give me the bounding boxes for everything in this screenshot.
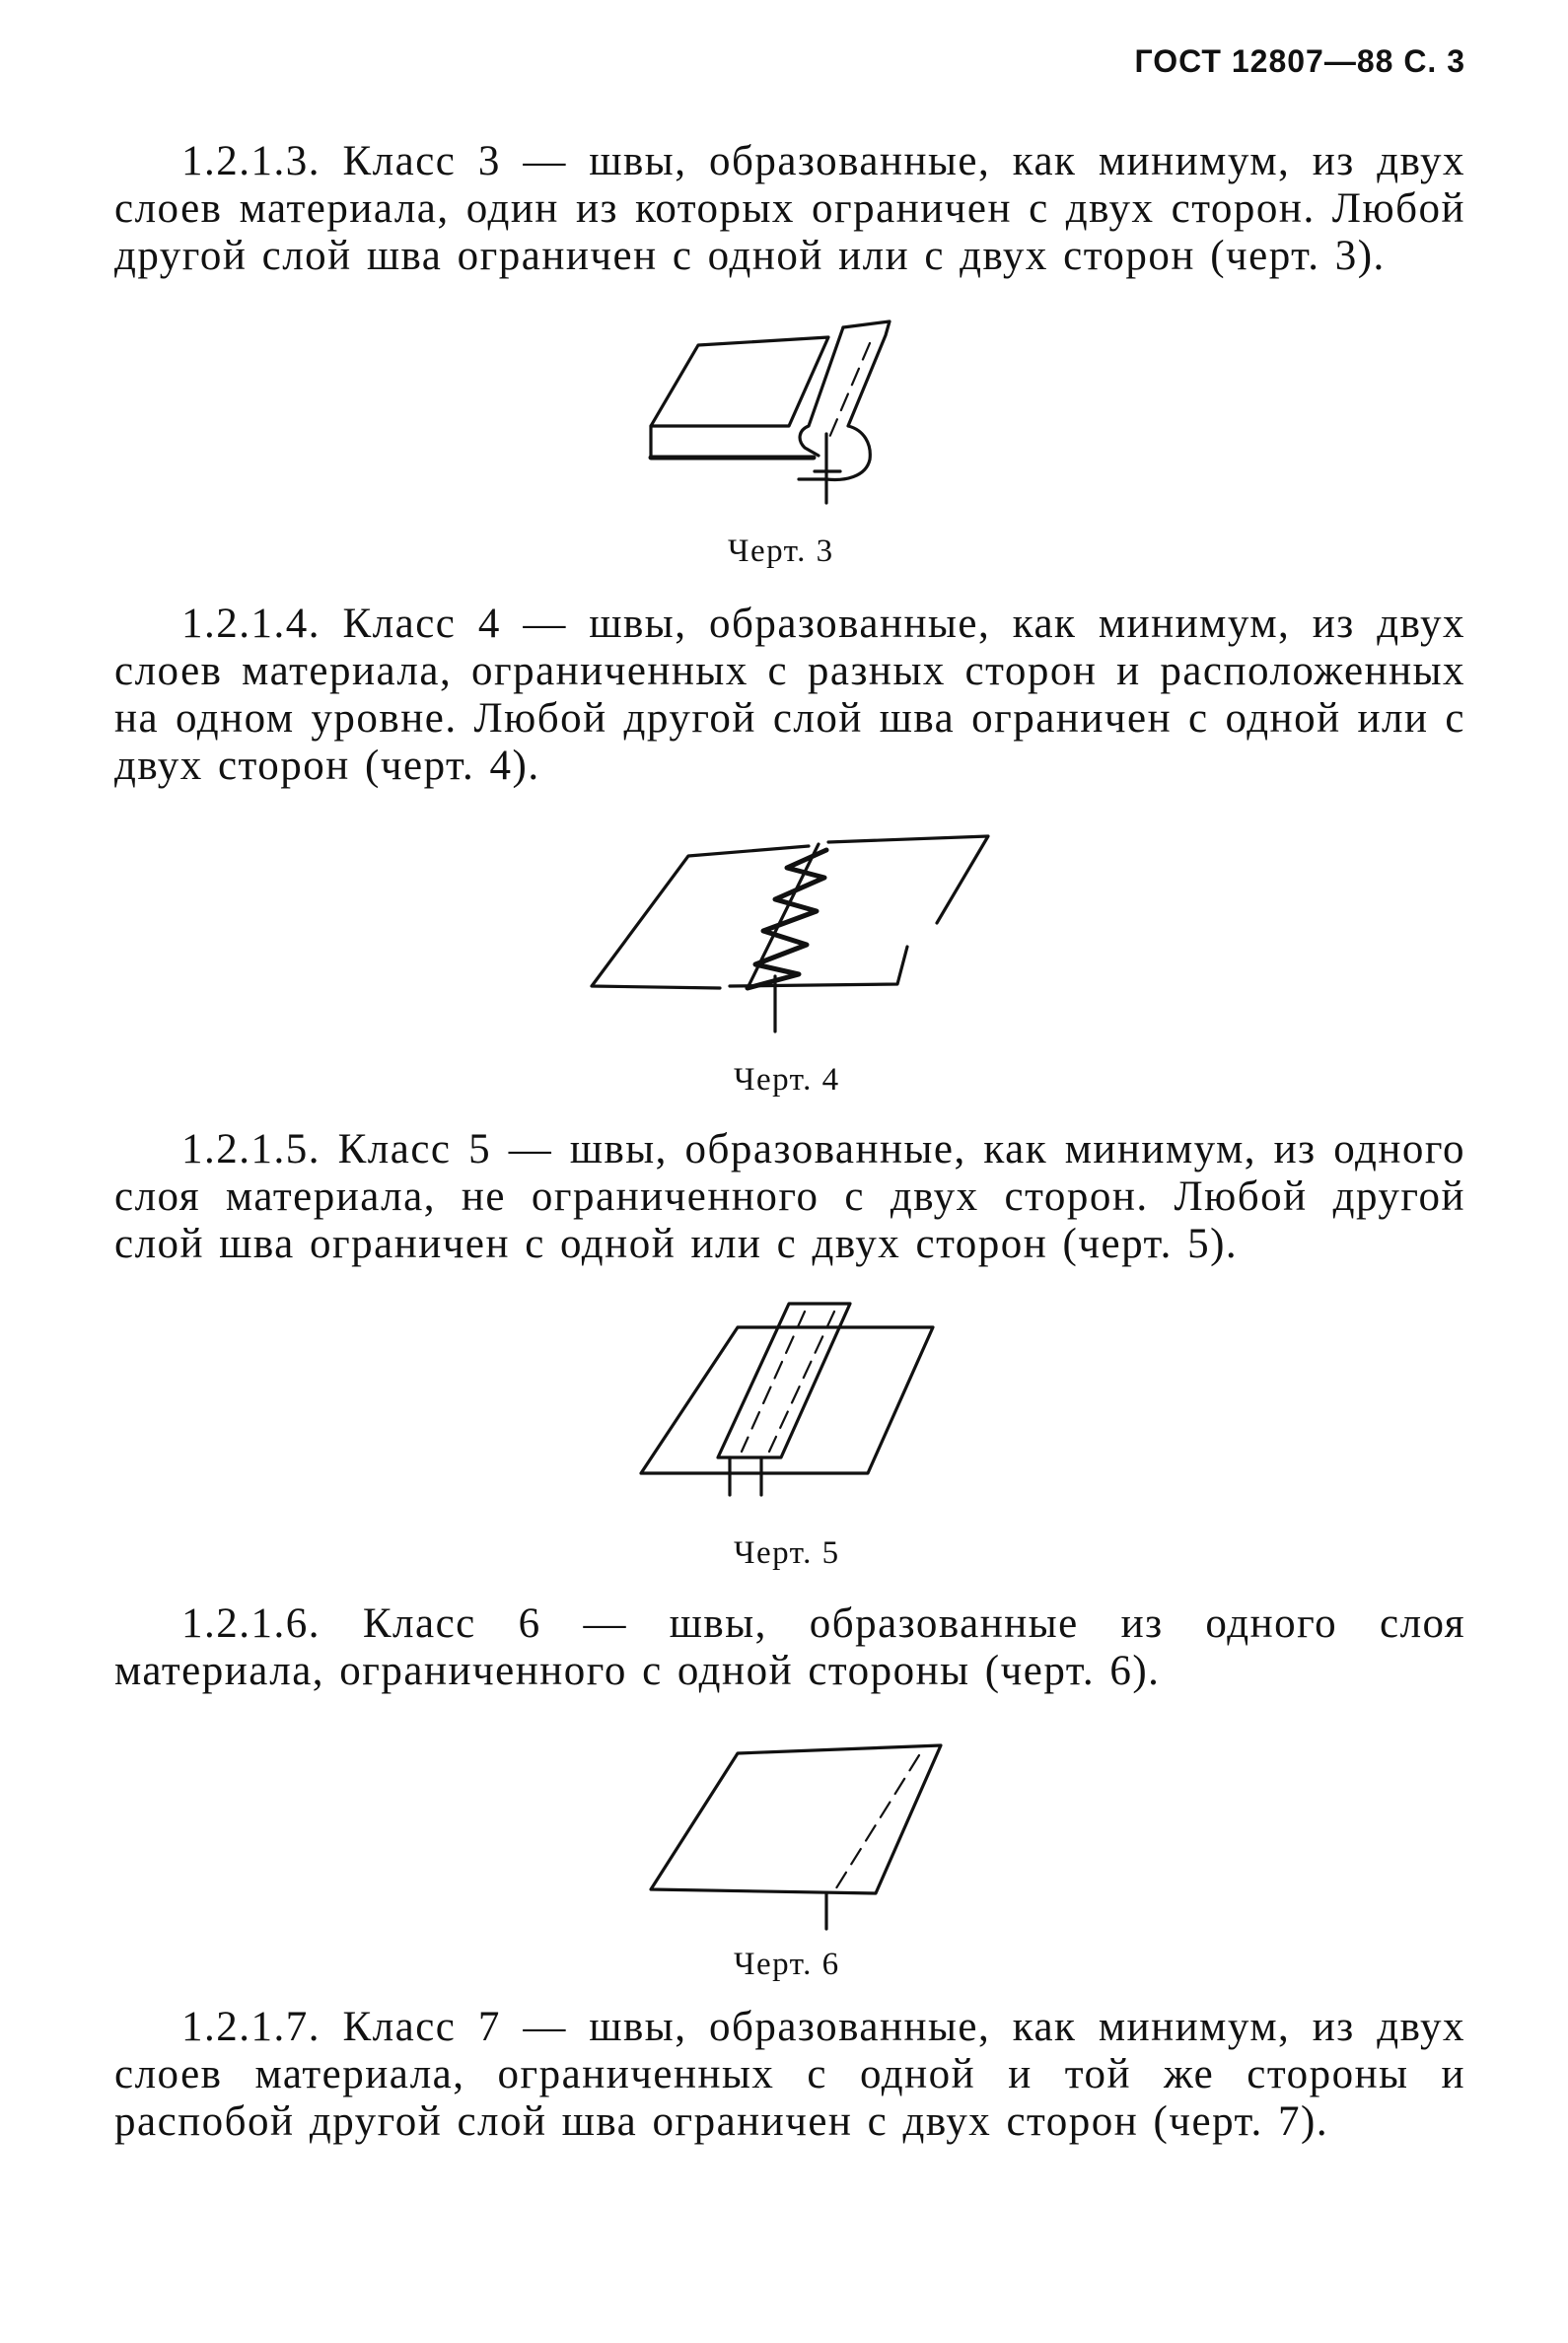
- fig4-right-layer: [828, 836, 988, 923]
- figure-3-drawing: [621, 316, 917, 513]
- fig5-stitch-line-1: [742, 1312, 805, 1452]
- page-header: ГОСТ 12807—88 С. 3: [1134, 43, 1465, 79]
- figure-3-caption: Черт. 3: [728, 533, 834, 569]
- figure-4: [582, 828, 1006, 1045]
- figure-3: [621, 316, 917, 513]
- figure-6-drawing: [641, 1736, 957, 1943]
- fig3-bottom-layer: [651, 337, 828, 426]
- figure-6: [641, 1736, 957, 1943]
- figure-6-caption: Черт. 6: [734, 1947, 840, 1982]
- figure-5-caption: Черт. 5: [734, 1535, 840, 1571]
- fig5-stitch-line-2: [769, 1312, 834, 1452]
- figure-5: [631, 1292, 947, 1509]
- fig6-layer: [651, 1745, 941, 1893]
- paragraph-1-2-1-6: 1.2.1.6. Класс 6 — швы, образованные из одного слоя материала, ограниченного с одной стороны (черт. 6).: [114, 1600, 1465, 1694]
- paragraph-1-2-1-5: 1.2.1.5. Класс 5 — швы, образованные, как минимум, из одного слоя материала, не ограниченного с двух сторон. Любой другой слой шва ограничен с одной или с двух сторон (черт. 5).: [114, 1126, 1465, 1267]
- paragraph-1-2-1-4: 1.2.1.4. Класс 4 — швы, образованные, как минимум, из двух слоев материала, ограниченных с разных сторон и расположенных на одном уровне. Любой другой слой шва ограничен с одной или с двух сторон (черт. 4).: [114, 601, 1465, 789]
- figure-4-caption: Черт. 4: [734, 1062, 840, 1098]
- figure-4-drawing: [582, 828, 1006, 1045]
- fig3-fold-inner: [800, 327, 843, 456]
- paragraph-1-2-1-3: 1.2.1.3. Класс 3 — швы, образованные, как минимум, из двух слоев материала, один из которых ограничен с двух сторон. Любой другой слой шва ограничен с одной или с двух сторон (черт. 3).: [114, 138, 1465, 279]
- figure-5-drawing: [631, 1292, 947, 1509]
- paragraph-1-2-1-7: 1.2.1.7. Класс 7 — швы, образованные, как минимум, из двух слоев материала, ограниченных с одной и той же стороны и распобой другой слой шва ограничен с двух сторон (черт. 7).: [114, 2004, 1465, 2145]
